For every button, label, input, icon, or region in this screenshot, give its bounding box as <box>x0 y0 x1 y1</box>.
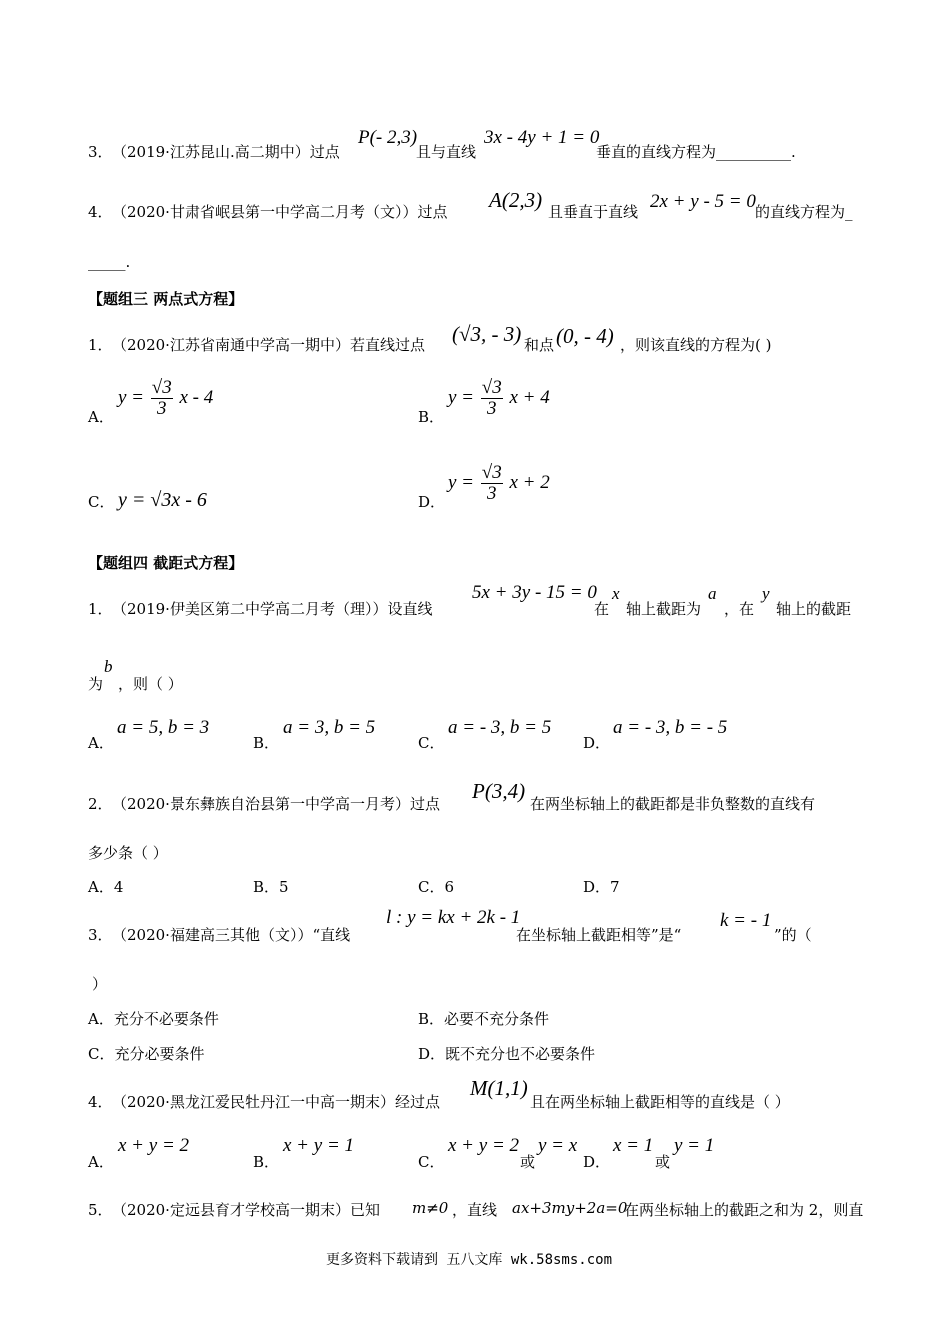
g4q4-optD-label: D． <box>583 1153 611 1171</box>
g4q4-optD2: y = 1 <box>674 1135 715 1156</box>
g4q2-number: 2． <box>88 795 113 813</box>
g4q3-source: （2020·福建高三其他（文））“直线 <box>112 926 351 944</box>
g3q1-point1: (√3, - 3) <box>452 322 522 346</box>
g3q1-optD-num: √3 <box>481 462 502 483</box>
g3q1-optB-post: x + 4 <box>509 386 550 408</box>
g4q4-source: （2020·黑龙江爱民牡丹江一中高一期末）经过点 <box>112 1093 440 1111</box>
g4q1-t4: 轴上的截距 <box>776 600 852 618</box>
g4q4-tail: 且在两坐标轴上截距相等的直线是（ ） <box>530 1093 790 1111</box>
g3q1-optB-fraction <box>481 378 503 419</box>
g4q5-source: （2020·定远县育才学校高一期末）已知 <box>112 1201 380 1219</box>
g4q1-number: 1． <box>88 600 113 618</box>
g4q5-line: ax+3my+2a=0 <box>512 1199 628 1217</box>
g4q1-x: x <box>612 584 620 603</box>
g4q4-or-d: 或 <box>655 1153 671 1171</box>
g4q5-t1: ，直线 <box>452 1201 498 1219</box>
g4q1-optA: a = 5, b = 3 <box>117 717 210 738</box>
g4q1-optB: a = 3, b = 5 <box>283 717 376 738</box>
g4q4-optC2: y = x <box>538 1135 578 1156</box>
g3q1-optB-pre: y = <box>448 386 475 408</box>
g4q1-t2: 轴上截距为 <box>626 600 702 618</box>
g3q1-point2: (0, - 4) <box>556 324 614 348</box>
g4q1-optC-label: C． <box>418 734 445 752</box>
g3q1-optD-post: x + 2 <box>509 471 550 493</box>
g4q2-optA: A．4 <box>88 878 124 896</box>
g3q1-source: （2020·江苏省南通中学高一期中）若直线过点 <box>112 336 425 354</box>
g3q1-optC-label: C． <box>88 493 115 511</box>
g4q1-optB-label: B． <box>253 734 280 752</box>
group4-title: 【题组四 截距式方程】 <box>88 554 244 572</box>
group3-title: 【题组三 两点式方程】 <box>88 290 244 308</box>
g4q3-optA: A．充分不必要条件 <box>88 1010 219 1028</box>
g4q5-cond: m≠0 <box>412 1199 449 1217</box>
g4q3-line: l : y = kx + 2k - 1 <box>386 907 521 928</box>
q3-line: 3x - 4y + 1 = 0 <box>484 127 600 148</box>
g4q1-optD: a = - 3, b = - 5 <box>613 717 728 738</box>
g4q4-number: 4． <box>88 1093 113 1111</box>
q3-source: （2019·江苏昆山.高二期中）过点 <box>112 143 340 161</box>
g4q1-t5: 为 <box>88 675 104 693</box>
g4q1-t6: ，则（ ） <box>118 675 183 693</box>
q4-point: A(2,3) <box>489 188 543 212</box>
q3-tail: 垂直的直线方程为__________. <box>596 143 796 161</box>
q3-point: P(- 2,3) <box>358 127 418 148</box>
g4q1-optD-label: D． <box>583 734 611 752</box>
g3q1-optB-den: 3 <box>486 398 497 419</box>
g4q5-number: 5． <box>88 1201 113 1219</box>
g4q2-source: （2020·景东彝族自治县第一中学高一月考）过点 <box>112 795 440 813</box>
g4q4-optC1: x + y = 2 <box>448 1135 520 1156</box>
g4q3-optB: B．必要不充分条件 <box>418 1010 550 1028</box>
g4q2-tail2: 多少条（ ） <box>88 844 168 862</box>
footer-text: 更多资料下载请到 五八文库 wk.58sms.com <box>326 1252 613 1268</box>
g4q2-optC: C．6 <box>418 878 455 896</box>
g3q1-optD-label: D． <box>418 493 446 511</box>
g4q4-optB-label: B． <box>253 1153 280 1171</box>
g4q4-optB: x + y = 1 <box>283 1135 355 1156</box>
g4q3-number: 3． <box>88 926 113 944</box>
g3q1-optA-den: 3 <box>156 398 167 419</box>
g4q1-source: （2019·伊美区第二中学高二月考（理））设直线 <box>112 600 433 618</box>
q4-line: 2x + y - 5 = 0 <box>650 191 756 212</box>
g3q1-optB-label: B． <box>418 408 445 426</box>
q3-number: 3． <box>88 143 113 161</box>
g3q1-optA-pre: y = <box>118 386 145 408</box>
g4q3-tail2: ） <box>92 975 108 993</box>
g4q2-point: P(3,4) <box>472 779 526 803</box>
g4q5-t2: 在两坐标轴上的截距之和为 2，则直 <box>624 1201 864 1219</box>
g4q3-optD: D．既不充分也不必要条件 <box>418 1045 596 1063</box>
q4-tail: 的直线方程为_ <box>755 203 853 221</box>
g4q1-b: b <box>104 657 113 676</box>
q4-tail2: _____. <box>88 253 131 271</box>
g4q1-y: y <box>762 584 770 603</box>
g3q1-optA <box>118 378 213 419</box>
q4-source: （2020·甘肃省岷县第一中学高二月考（文））过点 <box>112 203 448 221</box>
g3q1-optA-post: x - 4 <box>179 386 214 408</box>
g3q1-optD-den: 3 <box>486 483 497 504</box>
g4q4-optC-label: C． <box>418 1153 445 1171</box>
g4q3-optC: C．充分必要条件 <box>88 1045 205 1063</box>
g4q3-tail: ”的（ <box>774 926 812 944</box>
g4q4-point: M(1,1) <box>470 1076 528 1100</box>
g3q1-optA-num: √3 <box>151 377 172 398</box>
g4q2-optD: D．7 <box>583 878 620 896</box>
g3q1-optC: y = √3x - 6 <box>118 489 207 511</box>
g4q4-or-c: 或 <box>520 1153 536 1171</box>
g3q1-mid: 和点 <box>524 336 555 354</box>
g4q2-tail: 在两坐标轴上的截距都是非负整数的直线有 <box>530 795 816 813</box>
g3q1-optD-pre: y = <box>448 471 475 493</box>
g4q3-mid: 在坐标轴上截距相等”是“ <box>516 926 682 944</box>
g4q4-optA-label: A． <box>88 1153 114 1171</box>
g4q1-line: 5x + 3y - 15 = 0 <box>472 582 597 603</box>
g3q1-number: 1． <box>88 336 113 354</box>
g4q1-a: a <box>708 584 717 603</box>
g3q1-optB <box>448 378 550 419</box>
g4q1-t1: 在 <box>594 600 610 618</box>
g3q1-optA-fraction <box>151 378 173 419</box>
q4-number: 4． <box>88 203 113 221</box>
g3q1-optD <box>448 463 550 504</box>
g4q1-t3: ，在 <box>724 600 755 618</box>
g4q4-optA: x + y = 2 <box>118 1135 190 1156</box>
g3q1-optD-fraction <box>481 463 503 504</box>
g4q2-optB: B．5 <box>253 878 289 896</box>
g4q4-optD1: x = 1 <box>613 1135 654 1156</box>
g4q1-optA-label: A． <box>88 734 114 752</box>
g3q1-optA-label: A． <box>88 408 114 426</box>
g4q3-k: k = - 1 <box>720 910 772 931</box>
g3q1-optB-num: √3 <box>481 377 502 398</box>
g3q1-tail: ，则该直线的方程为( ) <box>620 336 772 354</box>
q4-mid: 且垂直于直线 <box>548 203 639 221</box>
q3-mid: 且与直线 <box>416 143 477 161</box>
g4q1-optC: a = - 3, b = 5 <box>448 717 552 738</box>
